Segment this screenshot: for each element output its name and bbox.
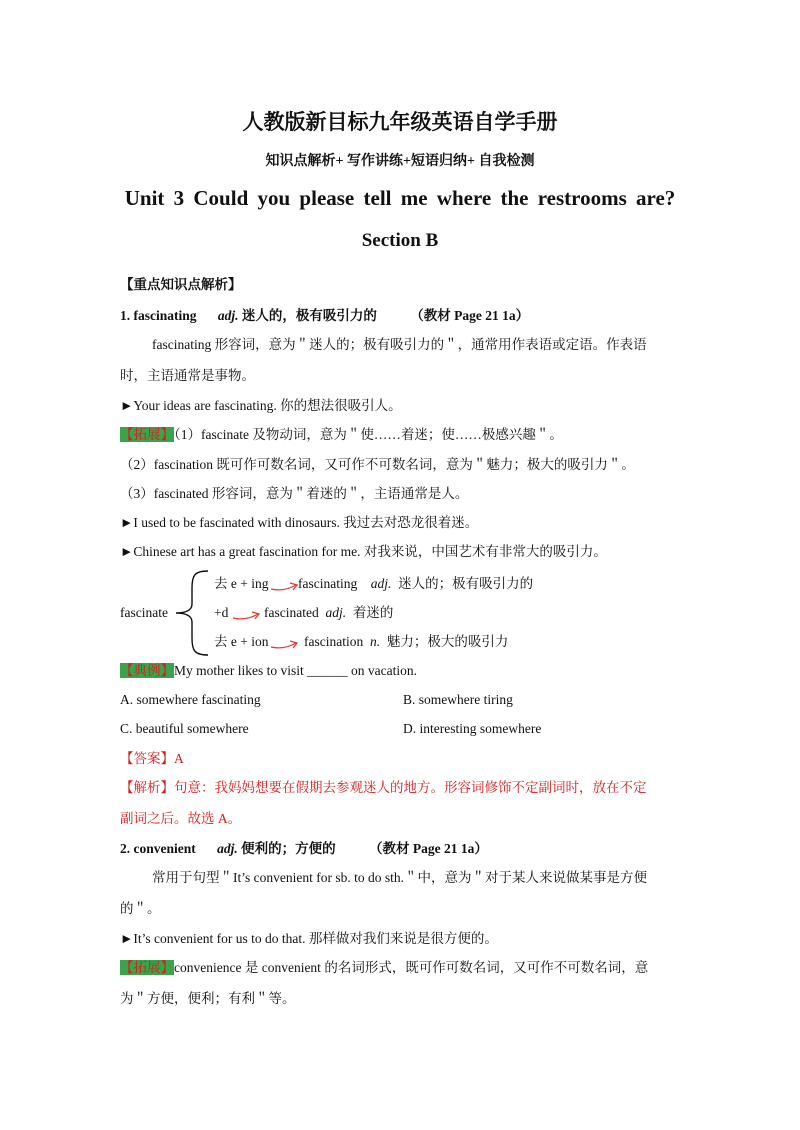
item1-paragraph-line2: 时，主语通常是事物。 <box>120 368 255 383</box>
item1-source: （教材 Page 21 1a） <box>410 308 530 323</box>
item2-source: （教材 Page 21 1a） <box>369 841 488 856</box>
item2-example: ►It’s convenient for us to do that. 那样做对我们来说是很方便的。 <box>120 931 498 946</box>
extension-tag: 【拓展】 <box>120 960 174 975</box>
item1-example-3: ►Chinese art has a great fascination for me. 对我来说，中国艺术有非常大的吸引力。 <box>120 544 607 559</box>
item2-paragraph-line2: 的＂。 <box>120 901 161 916</box>
diagram-row-1 <box>298 574 533 594</box>
analysis-line2: 副词之后。故选 A。 <box>120 811 242 826</box>
page-title: 人教版新目标九年级英语自学手册 <box>242 110 558 134</box>
item2-paragraph-line1: 常用于句型＂It’s convenient for sb. to do sth.＂中，意为＂对于某人来说做某事是方便 <box>152 870 647 885</box>
item2-pos: adj. <box>217 841 238 856</box>
item1-pos: adj. <box>217 308 239 323</box>
item2-extension-text: convenience 是 convenient 的名词形式，既可作可数名词，又可作不可数名词，意 <box>174 960 649 975</box>
item1-paragraph-line1: fascinating 形容词，意为＂迷人的；极有吸引力的＂，通常用作表语或定语。作表语 <box>152 337 647 352</box>
section-heading: 【重点知识点解析】 <box>120 277 242 292</box>
diagram-pos-1: adj. <box>370 576 392 591</box>
diagram-word-3: fascination <box>304 634 364 649</box>
item2-extension-line2: 为＂方便，便利；有利＂等。 <box>120 991 296 1006</box>
option-b: B. somewhere tiring <box>403 692 513 707</box>
item1-example-2: ►I used to be fascinated with dinosaurs. 我过去对恐龙很着迷。 <box>120 515 479 530</box>
arrow-icon <box>270 580 300 592</box>
item1-extension-3: （3）fascinated 形容词，意为＂着迷的＂，主语通常是人。 <box>120 486 469 501</box>
arrow-icon <box>270 638 300 650</box>
analysis-tag: 【解析】 <box>120 780 174 795</box>
brace-icon <box>170 568 210 658</box>
diagram-rule-3: 去 e + ion <box>214 634 269 649</box>
item1-extension-1 <box>120 425 563 445</box>
answer-line <box>120 749 184 769</box>
diagram-pos-3: n. <box>369 634 381 649</box>
arrow-icon <box>232 609 262 621</box>
diagram-meaning-3: 魅力；极大的吸引力 <box>386 634 509 649</box>
item2-extension-line1 <box>120 958 648 978</box>
analysis-text-1: 句意：我妈妈想要在假期去参观迷人的地方。形容词修饰不定副词时，放在不定 <box>174 780 647 795</box>
diagram-root: fascinate <box>120 605 168 620</box>
item1-heading <box>120 306 529 326</box>
unit-title: Unit 3 Could you please tell me where the restrooms are? <box>124 186 676 210</box>
diagram-rule-1: 去 e + ing <box>214 576 269 591</box>
example-question <box>120 661 417 681</box>
analysis-line1 <box>120 778 647 798</box>
option-c: C. beautiful somewhere <box>120 721 249 736</box>
answer-value: A <box>174 751 184 766</box>
diagram-word-2: fascinated <box>264 605 319 620</box>
item1-meaning: 迷人的，极有吸引力的 <box>241 308 377 323</box>
option-a: A. somewhere fascinating <box>120 692 261 707</box>
diagram-row-3 <box>304 632 508 652</box>
diagram-rule-2: +d <box>214 605 229 620</box>
item2-heading <box>120 839 488 859</box>
diagram-meaning-1: 迷人的；极有吸引力的 <box>398 576 534 591</box>
item1-word: 1. fascinating <box>120 308 197 323</box>
item1-example: ►Your ideas are fascinating. 你的想法很吸引人。 <box>120 398 402 413</box>
diagram-pos-2: adj. <box>325 605 347 620</box>
extension-text-1: （1）fascinate 及物动词，意为＂使……着迷；使……极感兴趣＂。 <box>174 427 563 442</box>
extension-tag: 【拓展】 <box>120 427 174 442</box>
item2-word: 2. convenient <box>120 841 196 856</box>
option-d: D. interesting somewhere <box>403 721 542 736</box>
page-subtitle: 知识点解析+ 写作讲练+短语归纳+ 自我检测 <box>265 154 535 169</box>
question-text: My mother likes to visit ______ on vacation. <box>174 663 417 678</box>
diagram-word-1: fascinating <box>298 576 358 591</box>
example-tag: 【典例】 <box>120 663 174 678</box>
item1-extension-2: （2）fascination 既可作可数名词，又可作不可数名词，意为＂魅力；极大的吸引力＂。 <box>120 457 635 472</box>
section-title: Section B <box>361 230 439 251</box>
answer-tag: 【答案】 <box>120 751 174 766</box>
diagram-meaning-2: 着迷的 <box>352 605 394 620</box>
item2-meaning: 便利的；方便的 <box>241 841 336 856</box>
diagram-row-2 <box>264 603 393 623</box>
